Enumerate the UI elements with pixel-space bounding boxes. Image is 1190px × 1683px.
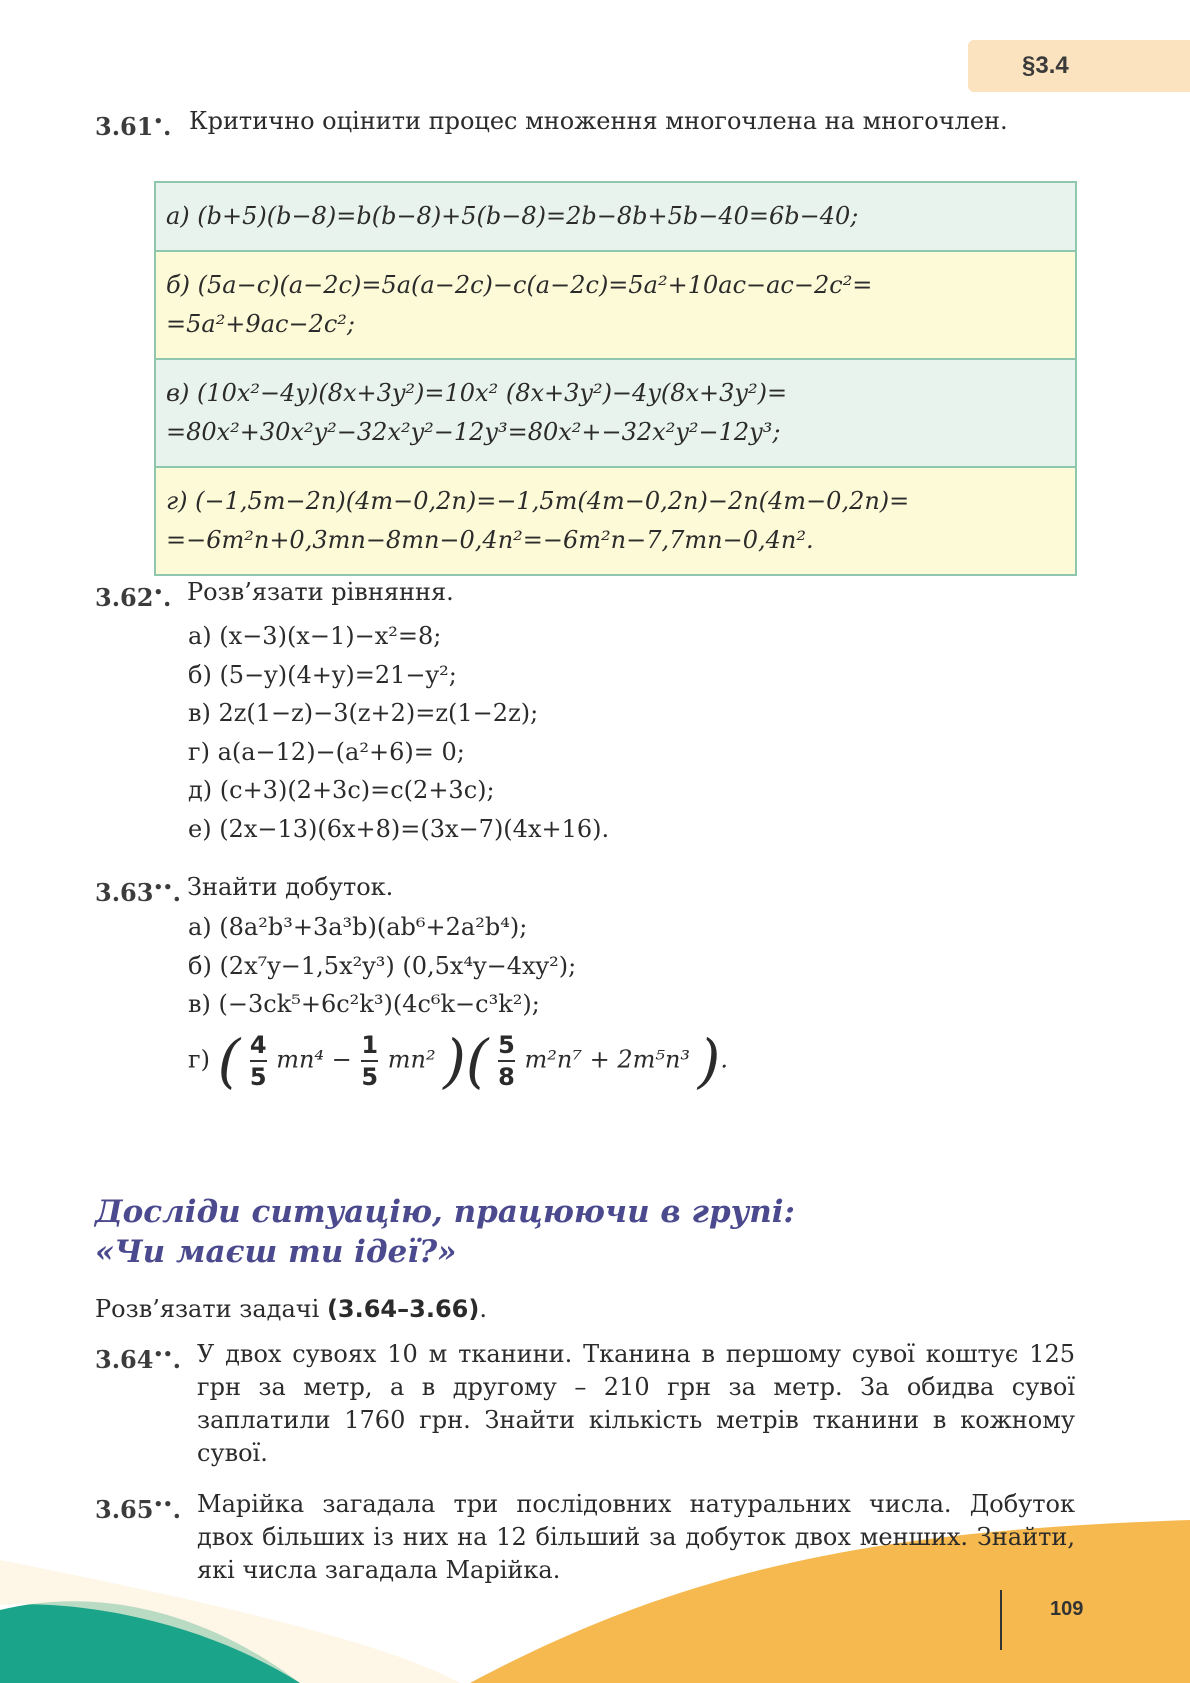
list-item: д) (c+3)(2+3c)=c(2+3c); [188,776,495,804]
equation-list [188,617,609,848]
problem-3-64 [95,1338,1075,1470]
fraction: $\frac{1}{5}$ [361,1031,379,1091]
problem-3-62 [95,576,1075,612]
table-row: в) (10x²−4y)(8x+3y²)=10x² (8x+3y²)−4y(8x+3y²)= =80x²+30x²y²−32x²y²−12y³=80x²+−32x²y²−12y³; [156,360,1075,468]
list-item-g: г) ( $\frac{4}{5}$ mn⁴ − $\frac{1}{5}$ mn² )( $\frac{5}{8}$ m²n⁷ + 2m⁵n³ ). [188,1027,728,1095]
problem-3-63 [95,871,1075,907]
problem-3-65 [95,1488,1075,1587]
problem-number: 3.61•. [95,112,172,141]
table-row: б) (5a−c)(a−2c)=5a(a−2c)−c(a−2c)=5a²+10ac−ac−2c²= =5a²+9ac−2c²; [156,252,1075,360]
problem-text: Марійка загадала три послідовних натуральних числа. Добуток двох більших із них на 12 більший за добуток двох менших. Знайти, які числа загадала Марійка. [197,1490,1075,1584]
problem-number: 3.65••. [95,1495,181,1524]
list-item: е) (2x−13)(6x+8)=(3x−7)(4x+16). [188,814,610,843]
list-item: г) a(a−12)−(a²+6)= 0; [188,737,465,766]
table-row: г) (−1,5m−2n)(4m−0,2n)=−1,5m(4m−0,2n)−2n(4m−0,2n)= =−6m²n+0,3mn−8mn−0,4n²=−6m²n−7,7mn−0,4n². [156,468,1075,574]
list-item: в) 2z(1−z)−3(z+2)=z(1−2z); [188,699,539,727]
list-item: в) (−3ck⁵+6c²k³)(4c⁶k−c³k²); [188,990,540,1018]
list-item: б) (2x⁷y−1,5x²y³) (0,5x⁴y−4xy²); [188,951,577,980]
fraction: $\frac{4}{5}$ [249,1031,267,1091]
problem-text: У двох сувоях 10 м тканини. Тканина в першому сувої коштує 125 грн за метр, а в другому – 210 грн за метр. За обидва сувої заплатили 1760 грн. Знайти кількість метрів тканини в кожному сувої. [197,1340,1075,1467]
problem-text: Знайти добуток. [187,873,394,901]
table-row: а) (b+5)(b−8)=b(b−8)+5(b−8)=2b−8b+5b−40=6b−40; [156,183,1075,252]
critique-table [154,181,1077,576]
problem-number: 3.62•. [95,583,172,612]
product-list [188,908,576,1024]
page-number: 109 [1050,1598,1084,1620]
page-number-divider [1000,1590,1002,1650]
fraction: $\frac{5}{8}$ [498,1031,515,1091]
section-tab: §3.4 [968,40,1190,92]
list-item: а) (8a²b³+3a³b)(ab⁶+2a²b⁴); [188,913,528,941]
problem-number: 3.64••. [95,1345,181,1374]
list-item: а) (x−3)(x−1)−x²=8; [188,622,442,650]
list-item: б) (5−y)(4+y)=21−y²; [188,660,457,689]
problem-text: Розв’язати рівняння. [187,578,454,606]
problem-number: 3.63••. [95,878,181,907]
group-work-heading: Досліди ситуацію, працюючи в групі: «Чи маєш ти ідеї?» [95,1194,795,1270]
problem-3-61 [95,105,1075,141]
tasks-intro: Розв’язати задачі (3.64–3.66). [95,1295,487,1323]
problem-text: Критично оцінити процес множення многочлена на многочлен. [189,107,1008,135]
